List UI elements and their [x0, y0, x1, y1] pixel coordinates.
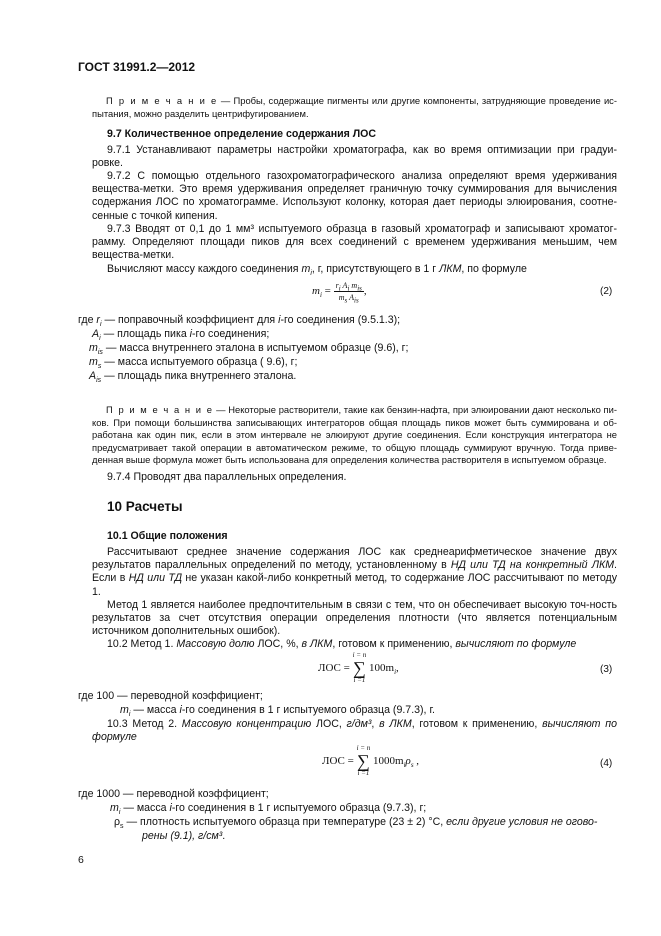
para-10-1-method: Метод 1 является наиболее предпочтительным в связи с тем, что он обеспечивает высокую точ-ность результатов за счет отсутствия операции определения плотности (что является потенциальным источником дополнительных ошибок). [92, 599, 617, 638]
page-number: 6 [78, 854, 84, 866]
formula-2-fraction: $\frac{r_i A_i m_{is}}{m_s A_{is}}$ [335, 281, 362, 305]
where-4-item-1: где 1000 — переводной коэффициент; [78, 788, 269, 800]
formula-4-number: (4) [600, 758, 613, 769]
para-9-7-3-formula-intro: Вычисляют массу каждого соединения $m_i$, г, присутствующего в 1 г ЛКМ, по формуле [107, 263, 527, 278]
para-9-7-3: 9.7.3 Вводят от 0,1 до 1 мм³ испытуемого образца в газовый хроматограф и записывают хроматог-рамму. Определяют площади пиков для всех соединений с временем удерживания меньшим, чем вещества-метки. [92, 223, 617, 262]
section-10-title: 10 Расчеты [107, 499, 183, 514]
section-9-7-title: 9.7 Количественное определение содержания ЛОС [107, 128, 377, 140]
where-3-item-2: $m_i$ — масса i-го соединения в 1 г испытуемого образца (9.7.3), г. [120, 704, 435, 719]
para-9-7-2: 9.7.2 С помощью отдельного газохроматографического анализа определяют время удерживания вещества-метки. Это время удерживания определяет граничную точку суммирования для вычисления содержания ЛОС по хроматограмме. Используют колонку, которая дает периоды элюирования, соотне-сенные с точкой кипения. [92, 170, 617, 222]
note-1-text: — Пробы, содержащие пигменты или другие компоненты, затрудняющие проведение ис-пытания, можно разделить центрифугированием. [92, 95, 617, 119]
para-10-3: 10.3 Метод 2. Массовую концентрацию ЛОС, г/дм³, в ЛКМ, готовом к применению, вычисляют по формуле [92, 718, 617, 744]
para-9-7-4: 9.7.4 Проводят два параллельных определения. [107, 471, 347, 483]
para-9-7-1: 9.7.1 Устанавливают параметры настройки хроматографа, как во время оптимизации при градуи-ровке. [92, 144, 617, 170]
where-4-item-2: $m_i$ — масса i-го соединения в 1 г испытуемого образца (9.7.3), г; [110, 802, 427, 817]
where-2-item-4: $m_s$ — масса испытуемого образца ( 9.6), г; [89, 356, 298, 371]
where-2-item-5: $A_{is}$ — площадь пика внутреннего эталона. [89, 370, 297, 385]
where-2-item-3: $m_{is}$ — масса внутреннего эталона в испытуемом образце (9.6), г; [89, 342, 409, 357]
where-4-item-3-cont: рены (9.1), г/см³. [142, 830, 226, 842]
formula-3: ЛОС = i = n ∑ i =1 $100m_i$, [318, 651, 399, 684]
formula-2: $m_i$ = $\frac{r_i A_i m_{is}}{m_s A_{is}}$ , [312, 281, 367, 305]
formula-4-sum: i = n ∑ i =1 [356, 744, 371, 777]
para-10-2: 10.2 Метод 1. Массовую долю ЛОС, %, в ЛКМ, готовом к применению, вычисляют по формуле [107, 638, 577, 650]
formula-3-number: (3) [600, 664, 613, 675]
where-2-item-1: где $r_i$ — поправочный коэффициент для i-го соединения (9.5.1.3); [78, 314, 401, 329]
note-2 [92, 404, 617, 467]
formula-2-number: (2) [600, 286, 613, 297]
where-3-item-1: где 100 — переводной коэффициент; [78, 690, 263, 702]
section-10-1-title: 10.1 Общие положения [107, 530, 228, 542]
where-2-item-2: $A_i$ — площадь пика i-го соединения; [92, 328, 270, 343]
document-header: ГОСТ 31991.2—2012 [78, 60, 196, 74]
note-2-label: П р и м е ч а н и е [106, 404, 214, 415]
note-1-label: П р и м е ч а н и е [106, 95, 218, 106]
formula-3-sum: i = n ∑ i =1 [352, 651, 367, 684]
note-2-text: — Некоторые растворители, такие как бензин-нафта, при элюировании дают несколько пи-ков. При помощи большинства записывающих интеграторов общая площадь пиков может быть суммирована и об-работана как один пик, если в этом интервале не элюируют другие соединения. Если конструкция интегратора не предусматривает такой операции в автоматическом режиме, то общую площадь суммируют вручную. Тогда приве-денная выше формула может быть использована для определения количества растворителя в испытуемом образце. [92, 404, 617, 466]
where-4-item-3: $\rho_s$ — плотность испытуемого образца при температуре (23 ± 2) °С, если другие условия не огово- [114, 816, 598, 831]
formula-4: ЛОС = i = n ∑ i =1 $1000m_i\rho_s$ , [322, 744, 420, 777]
para-10-1: Рассчитывают среднее значение содержания ЛОС как среднеарифметическое значение двух результатов параллельных определений по методу, установленному в НД или ТД на конкретный ЛКМ. Если в НД или ТД не указан какой-либо конкретный метод, то содержание ЛОС рассчитывают по методу 1. [92, 546, 618, 598]
note-1 [92, 95, 617, 120]
